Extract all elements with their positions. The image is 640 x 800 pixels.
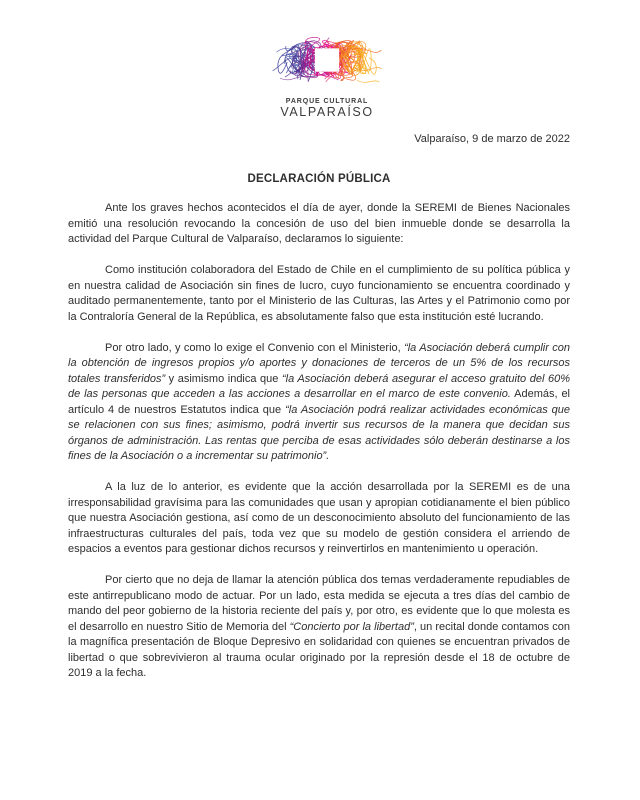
paragraph	[68, 201, 570, 248]
brand-line-1: PARQUE CULTURAL	[285, 98, 369, 105]
paragraph	[68, 341, 570, 465]
text-segment: , un recital donde contamos con la magnífica presentación de Bloque Depresivo en solidaridad con quienes se encuentran privados de libertad o que sobrevivieron al trauma ocular originado por la represión desde el 18 de octubre de 2019 a la fecha.	[68, 620, 570, 679]
document-body	[68, 201, 570, 682]
text-segment: y asimismo indica que	[165, 372, 282, 385]
text-segment: Además, el artículo 4 de nuestros Estatutos indica que	[68, 388, 571, 416]
logo-thread	[357, 80, 379, 82]
paragraph	[68, 480, 570, 558]
text-segment: “la Asociación podrá realizar actividades económicas que se relacionen con sus fines; asimismo, podrá invertir sus recursos de la manera que decidan sus órganos de administración. Las rentas que perciba de esas actividades sólo deberán destinarse a los fines de la Asociación o a incrementar su patrimonio”.	[68, 403, 570, 462]
text-segment: A la luz de lo anterior, es evidente que la acción desarrollada por la SEREMI es de una irresponsabilidad gravísima para las comunidades que usan y apropian cotidianamente el bien público que nuestra Asociación gestiona, así como de un desconocimiento absoluto del funcionamiento de las infraestructuras culturales del país, toda vez que su modelo de gestión considera el arriendo de espacios a eventos para gestionar dichos recursos y reinvertirlos en mantenimiento u operación.	[68, 481, 570, 555]
date-line: Valparaíso, 9 de marzo de 2022	[414, 133, 570, 145]
logo	[271, 24, 383, 119]
logo-scribble	[271, 24, 383, 97]
text-segment: “Concierto por la libertad”	[289, 620, 414, 633]
text-segment: Ante los graves hechos acontecidos el día de ayer, donde la SEREMI de Bienes Nacionales emitió una resolución revocando la concesión de uso del bien inmueble donde se desarrolla la actividad del Parque Cultural de Valparaíso, declaramos lo siguiente:	[68, 202, 570, 245]
text-segment: “la Asociación deberá cumplir con la obtención de ingresos propios y/o aportes y donaciones de terceros de un 5% de los recursos totales transferidos”	[68, 341, 570, 385]
brand-line-2: VALPARAÍSO	[280, 105, 374, 119]
text-segment: Como institución colaboradora del Estado de Chile en el cumplimiento de su política pública y en nuestra calidad de Asociación sin fines de lucro, cuyo funcionamiento se encuentra coordinado y auditado permanentemente, tanto por el Ministerio de las Culturas, las Artes y el Patrimonio como por la Contraloría General de la República, es absolutamente falso que esta institución esté lucrando.	[68, 264, 570, 323]
text-segment: “la Asociación deberá asegurar el acceso gratuito del 60% de las personas que acceden a las acciones a desarrollar en el marco de este convenio.	[68, 372, 570, 400]
paragraph	[68, 263, 570, 325]
logo-white-square	[315, 48, 339, 71]
document-title: DECLARACIÓN PÚBLICA	[247, 173, 391, 185]
text-segment: Por cierto que no deja de llamar la atención pública dos temas verdaderamente repudiables de este antirrepublicano modo de actuar. Por un lado, esta medida se ejecuta a tres días del cambio de mando del peor gobierno de la historia reciente del país y, por otro, es evidente que lo que molesta es el desarrollo en nuestro Sitio de Memoria del	[68, 574, 570, 633]
text-segment: Por otro lado, y como lo exige el Convenio con el Ministerio,	[105, 341, 405, 354]
logo-thread	[280, 77, 308, 80]
paragraph	[68, 573, 570, 682]
